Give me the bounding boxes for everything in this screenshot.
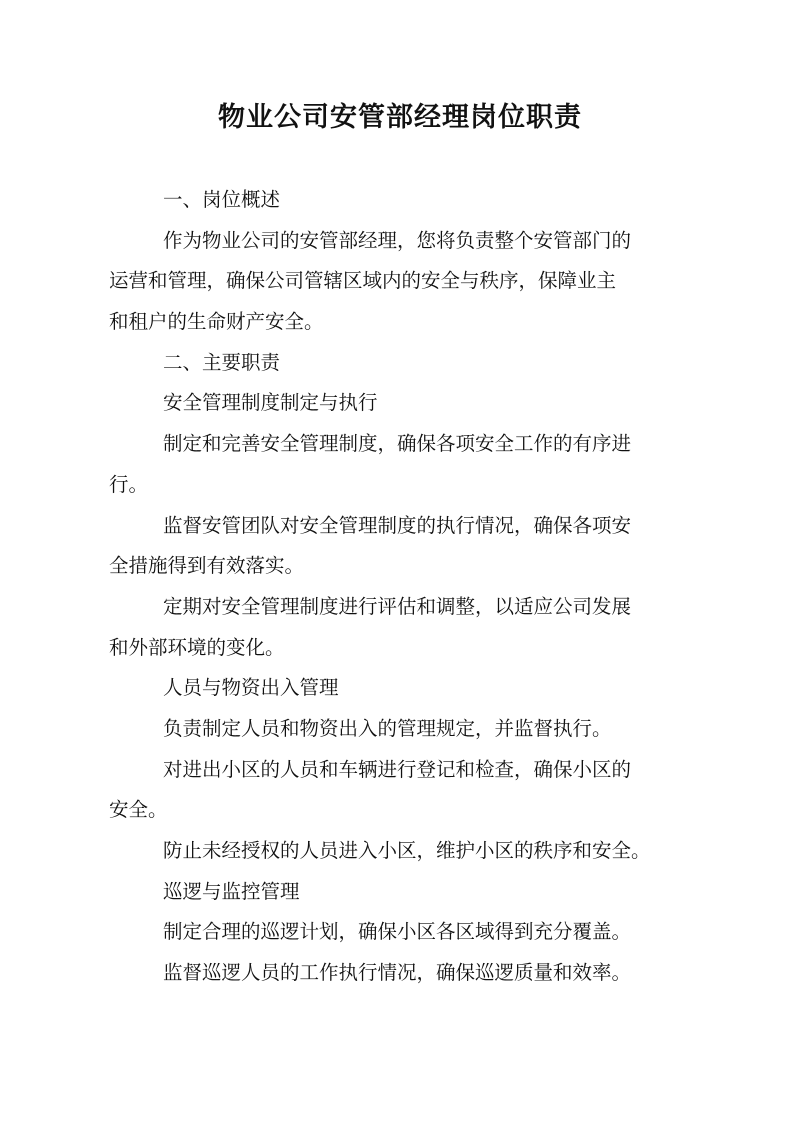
paragraph-line: 制定和完善安全管理制度，确保各项安全工作的有序进 — [163, 432, 632, 456]
paragraph-line: 作为物业公司的安管部经理，您将负责整个安管部门的 — [163, 228, 632, 252]
paragraph-line: 监督巡逻人员的工作执行情况，确保巡逻质量和效率。 — [163, 961, 632, 985]
paragraph-line: 监督安管团队对安全管理制度的执行情况，确保各项安 — [163, 513, 632, 537]
paragraph-line: 负责制定人员和物资出入的管理规定，并监督执行。 — [163, 716, 612, 740]
paragraph-line: 定期对安全管理制度进行评估和调整，以适应公司发展 — [163, 594, 632, 618]
subheading-access-management: 人员与物资出入管理 — [163, 676, 339, 700]
paragraph-line: 防止未经授权的人员进入小区，维护小区的秩序和安全。 — [163, 839, 651, 862]
subheading-safety-rules: 安全管理制度制定与执行 — [163, 391, 378, 415]
paragraph-line: 运营和管理，确保公司管辖区域内的安全与秩序，保障业主 — [109, 269, 617, 293]
subheading-patrol-monitoring: 巡逻与监控管理 — [163, 879, 300, 903]
paragraph-line: 对进出小区的人员和车辆进行登记和检查，确保小区的 — [163, 757, 632, 781]
paragraph-line: 全措施得到有效落实。 — [109, 554, 305, 578]
paragraph-line: 和租户的生命财产安全。 — [109, 310, 324, 334]
section-heading-overview: 一、岗位概述 — [163, 188, 281, 211]
section-heading-duties: 二、主要职责 — [163, 350, 281, 374]
paragraph-line: 制定合理的巡逻计划，确保小区各区域得到充分覆盖。 — [163, 920, 632, 944]
paragraph-line: 行。 — [109, 472, 149, 496]
document-title: 物业公司安管部经理岗位职责 — [218, 102, 582, 133]
document-body — [109, 180, 694, 994]
paragraph-line: 安全。 — [109, 798, 168, 822]
paragraph-line: 和外部环境的变化。 — [109, 635, 285, 659]
